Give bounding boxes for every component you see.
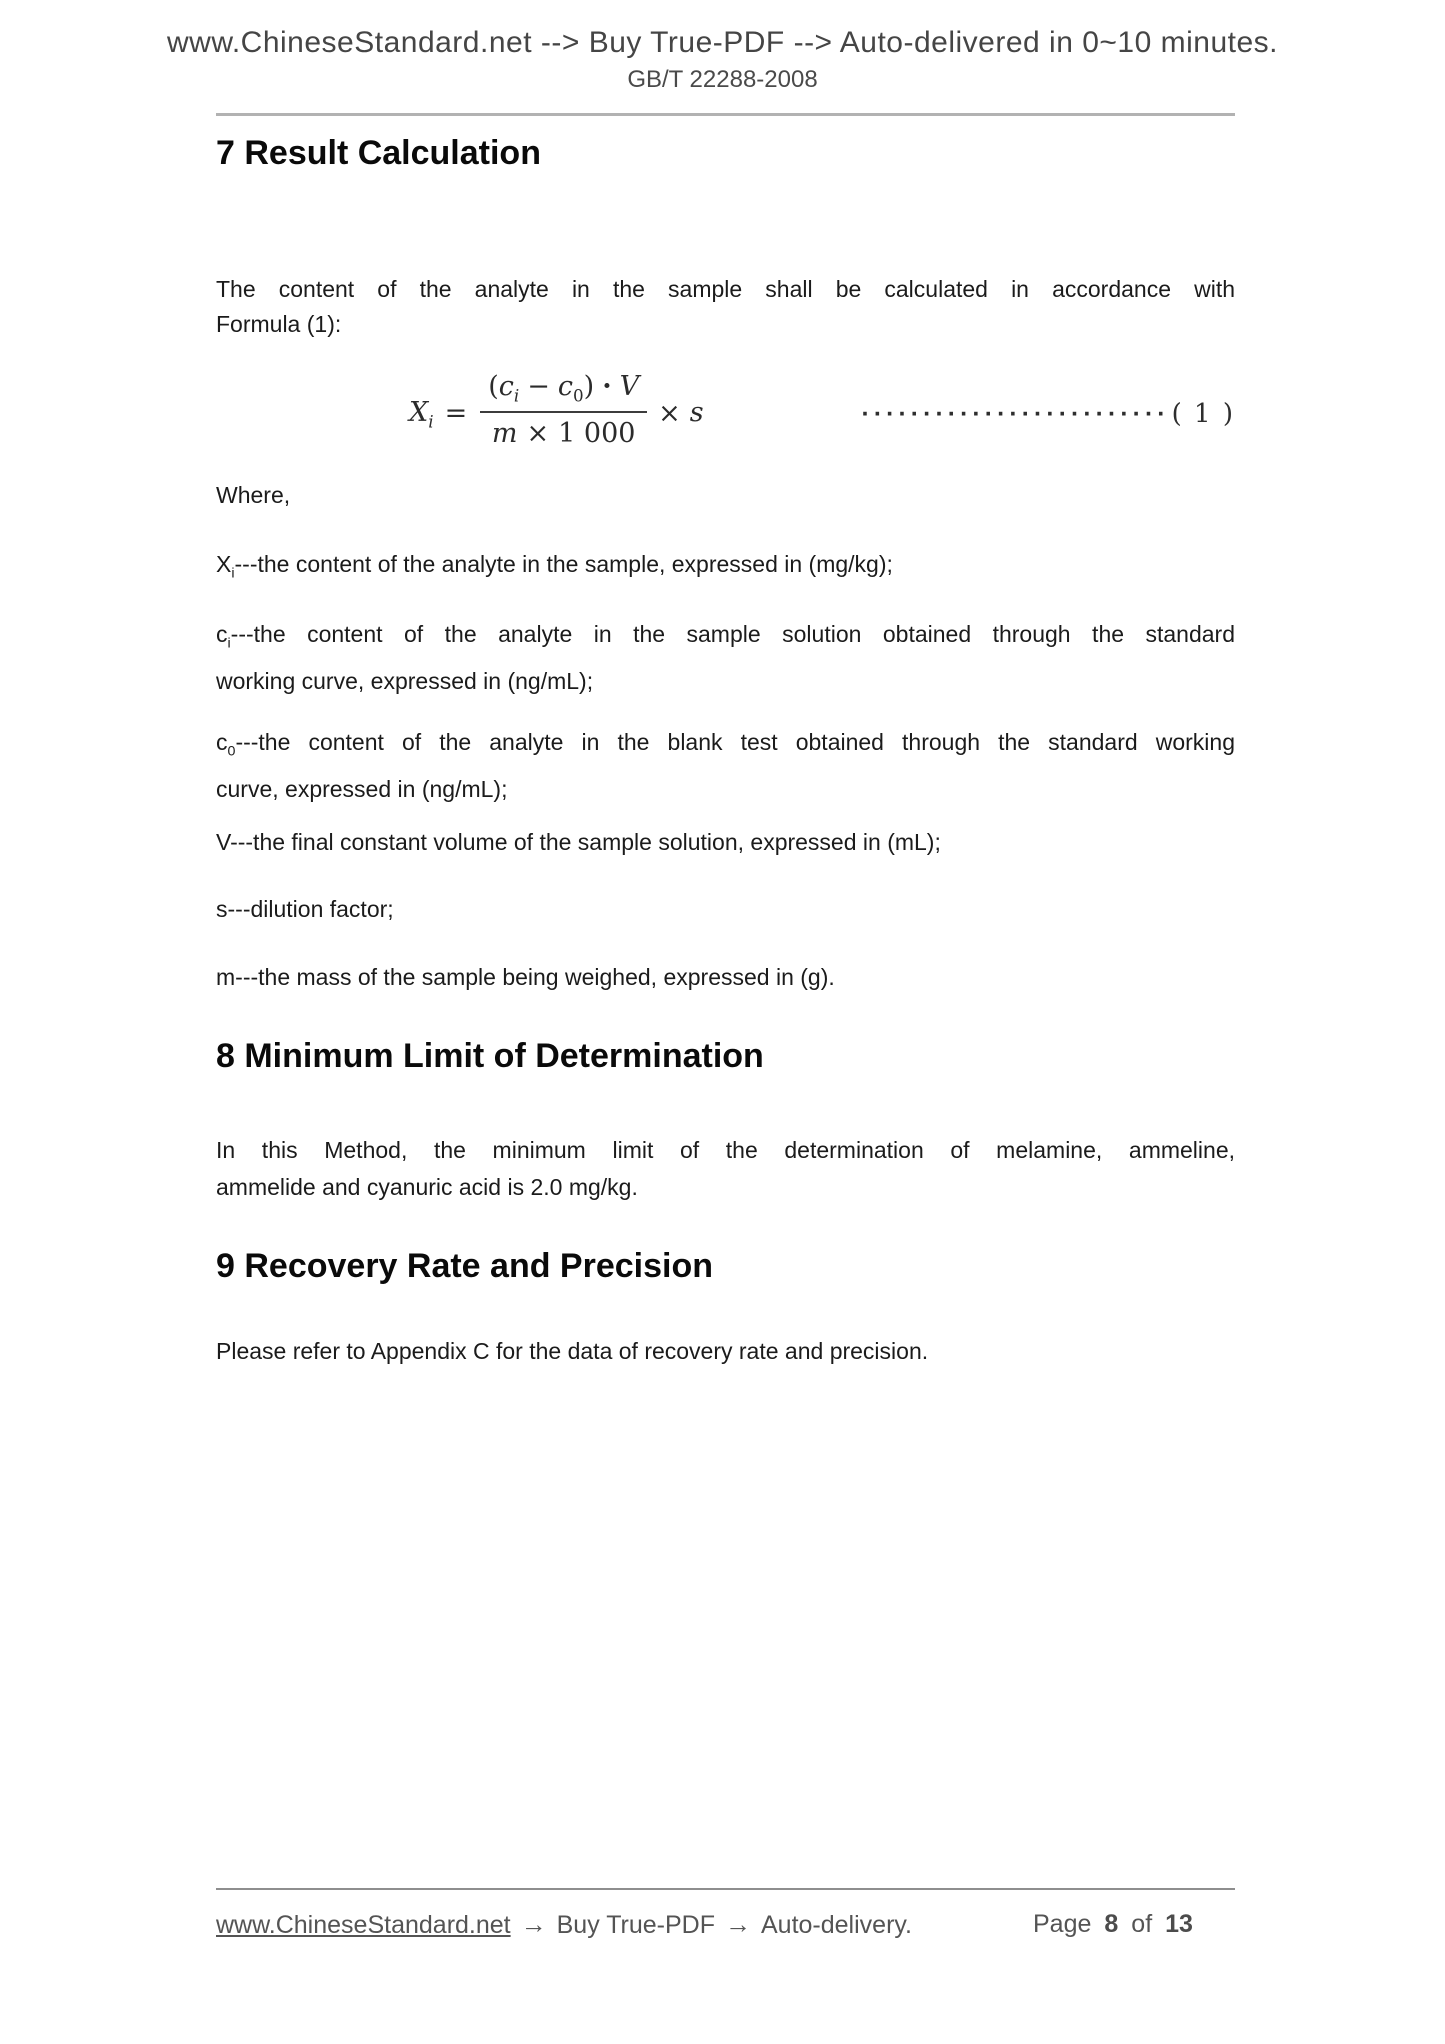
minus-sign: − (527, 371, 550, 403)
definition-text: ---the mass of the sample being weighed, expressed in (g). (235, 964, 835, 990)
page-label: Page (1033, 1910, 1092, 1938)
fraction-numerator (480, 371, 647, 412)
definition-symbol: V (216, 829, 231, 855)
total-pages: 13 (1165, 1910, 1193, 1938)
formula-fraction (480, 371, 647, 448)
formula-1-row (216, 368, 1235, 460)
definition-xi (216, 546, 1235, 593)
footer-divider (216, 1888, 1235, 1890)
definition-subscript: i (231, 565, 235, 582)
definition-text: ---the content of the analyte in the sample, expressed in (mg/kg); (234, 551, 893, 577)
definition-s (216, 891, 1235, 928)
formula-lhs: X (409, 397, 429, 429)
where-label: Where, (216, 482, 291, 508)
fraction-denominator (480, 413, 647, 449)
footer-buy-text: Buy True-PDF (556, 1911, 715, 1939)
definition-ci (216, 616, 1235, 700)
arrow-right-icon: → (520, 1909, 547, 1939)
den-constant: 1 000 (558, 417, 636, 449)
footer-left (216, 1906, 912, 1943)
var-m: m (491, 417, 518, 449)
current-page-number: 8 (1104, 1910, 1119, 1938)
definition-symbol: X (216, 551, 232, 577)
arrow-right-icon: → (725, 1909, 751, 1939)
var-c-i: c (498, 371, 514, 403)
footer-delivery-text: Auto-delivery. (761, 1911, 912, 1939)
close-paren: ) (583, 371, 595, 403)
page-indicator (1033, 1906, 1193, 1942)
definition-m (216, 959, 1235, 996)
definition-text: ---the content of the analyte in the sample solution obtained through the standard (230, 621, 1235, 647)
definition-symbol: c (216, 621, 228, 647)
intro-line-1: The content of the analyte in the sample shall be calculated in accordance with (216, 276, 1235, 302)
section-7-intro-paragraph (216, 272, 1235, 342)
equals-sign: = (444, 397, 468, 429)
equation-number: ( 1 ) (1171, 399, 1235, 429)
definition-symbol: s (216, 896, 228, 922)
sub-i: i (513, 385, 520, 406)
var-c-0: c (557, 371, 573, 403)
standard-code: GB/T 22288-2008 (627, 66, 818, 93)
definition-text: ---the content of the analyte in the blank test obtained through the standard working (235, 729, 1235, 755)
footer-site-link[interactable]: www.ChineseStandard.net (216, 1911, 511, 1939)
formula-lhs-subscript: i (428, 411, 434, 432)
var-v: V (619, 371, 640, 403)
section-8-line-2: ammelide and cyanuric acid is 2.0 mg/kg. (216, 1174, 638, 1200)
definition-c0 (216, 724, 1235, 808)
header-divider (216, 113, 1235, 116)
definition-text: ---the final constant volume of the sample solution, expressed in (mL); (230, 829, 941, 855)
section-9-heading: 9 Recovery Rate and Precision (216, 1247, 714, 1285)
definition-subscript: 0 (227, 743, 236, 760)
definition-v (216, 824, 1235, 861)
intro-line-2: Formula (1): (216, 311, 342, 337)
definition-symbol: m (216, 964, 236, 990)
times-sign: × (526, 417, 550, 449)
definition-symbol: c (216, 729, 228, 755)
section-8-paragraph (216, 1132, 1235, 1206)
definition-text-line-2: working curve, expressed in (ng/mL); (216, 667, 594, 694)
section-9-line-1: Please refer to Appendix C for the data of recovery rate and precision. (216, 1338, 929, 1364)
leader-dots: ························· (861, 399, 1170, 428)
open-paren: ( (488, 371, 499, 403)
times-sign: × (658, 397, 681, 429)
sub-0: 0 (573, 385, 584, 406)
formula-leader (862, 399, 1236, 429)
definition-text-line-2: curve, expressed in (ng/mL); (216, 775, 508, 802)
section-8-line-1: In this Method, the minimum limit of the determination of melamine, ammeline, (216, 1137, 1235, 1163)
section-7-heading: 7 Result Calculation (216, 134, 541, 172)
of-label: of (1131, 1910, 1153, 1938)
section-8-heading: 8 Minimum Limit of Determination (216, 1037, 764, 1075)
multiplication-dot: · (602, 371, 612, 403)
definition-text: ---dilution factor; (227, 896, 394, 922)
definition-subscript: i (227, 635, 231, 652)
section-9-paragraph (216, 1334, 1235, 1369)
var-s: s (689, 397, 704, 429)
formula-1-expression (409, 371, 704, 452)
header-banner: www.ChineseStandard.net --> Buy True-PDF --> Auto-delivered in 0~10 minutes. (166, 26, 1279, 59)
